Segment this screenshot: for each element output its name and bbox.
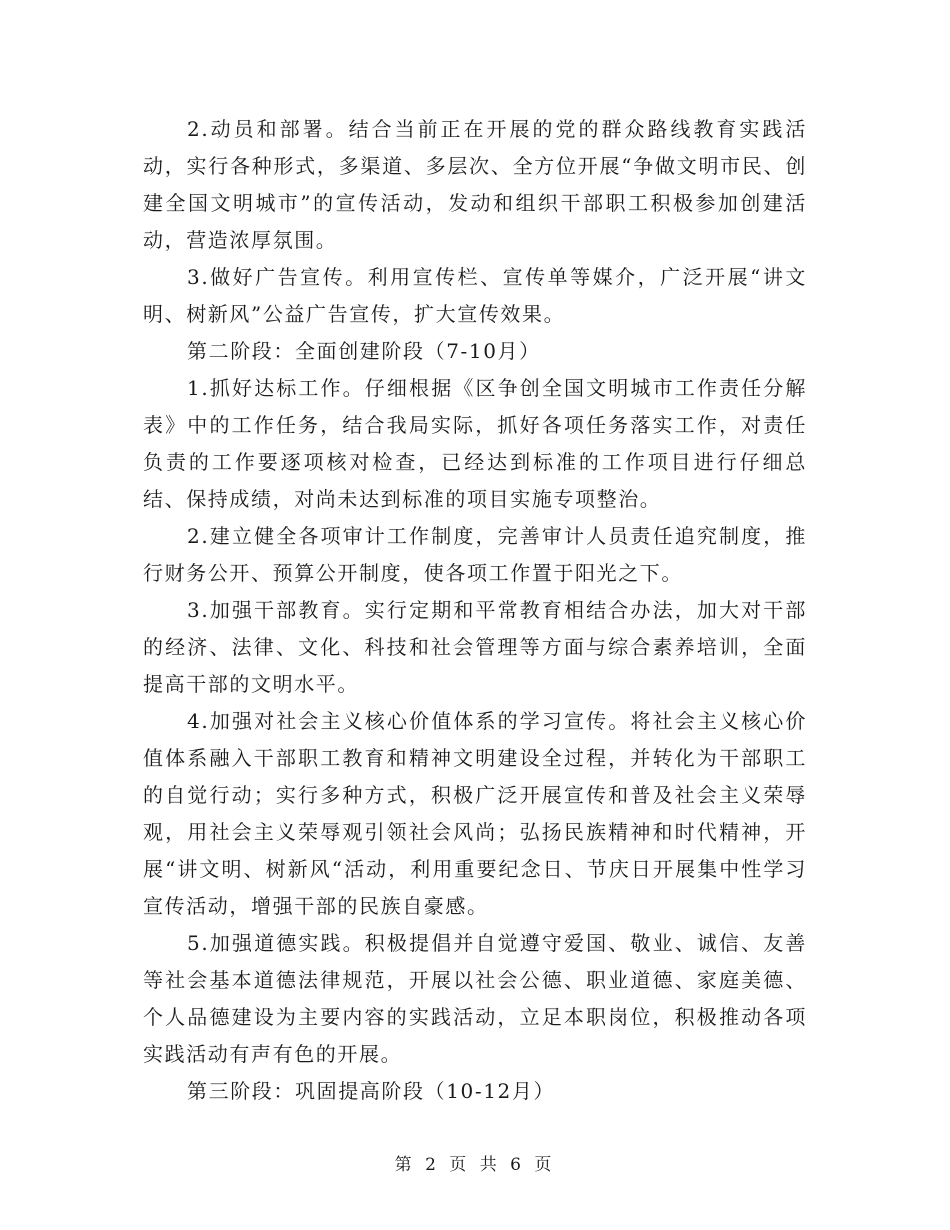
paragraph-mobilization: 2.动员和部署。结合当前正在开展的党的群众路线教育实践活动，实行各种形式，多渠道、多层次、全方位开展“争做文明市民、创建全国文明城市”的宣传活动，发动和组织干部职工积极参加创建活动，营造浓厚氛围。 <box>143 117 807 252</box>
document-body <box>143 111 807 1110</box>
heading-stage-three: 第三阶段：巩固提高阶段（10-12月） <box>187 1079 556 1103</box>
paragraph-audit-system: 2.建立健全各项审计工作制度，完善审计人员责任追究制度，推行财务公开、预算公开制度，使各项工作置于阳光之下。 <box>143 524 807 585</box>
paragraph-cadre-education: 3.加强干部教育。实行定期和平常教育相结合办法，加大对干部的经济、法律、文化、科技和社会管理等方面与综合素养培训，全面提高干部的文明水平。 <box>143 598 807 696</box>
paragraph-moral-practice: 5.加强道德实践。积极提倡并自觉遵守爱国、敬业、诚信、友善等社会基本道德法律规范，开展以社会公德、职业道德、家庭美德、个人品德建设为主要内容的实践活动，立足本职岗位，积极推动各项实践活动有声有色的开展。 <box>143 931 807 1066</box>
paragraph-core-values: 4.加强对社会主义核心价值体系的学习宣传。将社会主义核心价值体系融入干部职工教育和精神文明建设全过程，并转化为干部职工的自觉行动；实行多种方式，积极广泛开展宣传和普及社会主义荣辱观，用社会主义荣辱观引领社会风尚；弘扬民族精神和时代精神，开展“讲文明、树新风“活动，利用重要纪念日、节庆日开展集中性学习宣传活动，增强干部的民族自豪感。 <box>143 709 807 918</box>
heading-stage-two: 第二阶段：全面创建阶段（7-10月） <box>187 339 541 363</box>
paragraph-advertising: 3.做好广告宣传。利用宣传栏、宣传单等媒介，广泛开展“讲文明、树新风”公益广告宣传，扩大宣传效果。 <box>143 265 807 326</box>
paragraph-standards: 1.抓好达标工作。仔细根据《区争创全国文明城市工作责任分解表》中的工作任务，结合我局实际，抓好各项任务落实工作，对责任负责的工作要逐项核对检查，已经达到标准的工作项目进行仔细总结、保持成绩，对尚未达到标准的项目实施专项整治。 <box>143 376 807 511</box>
page-number-footer: 第 2 页 共 6 页 <box>394 1155 556 1175</box>
